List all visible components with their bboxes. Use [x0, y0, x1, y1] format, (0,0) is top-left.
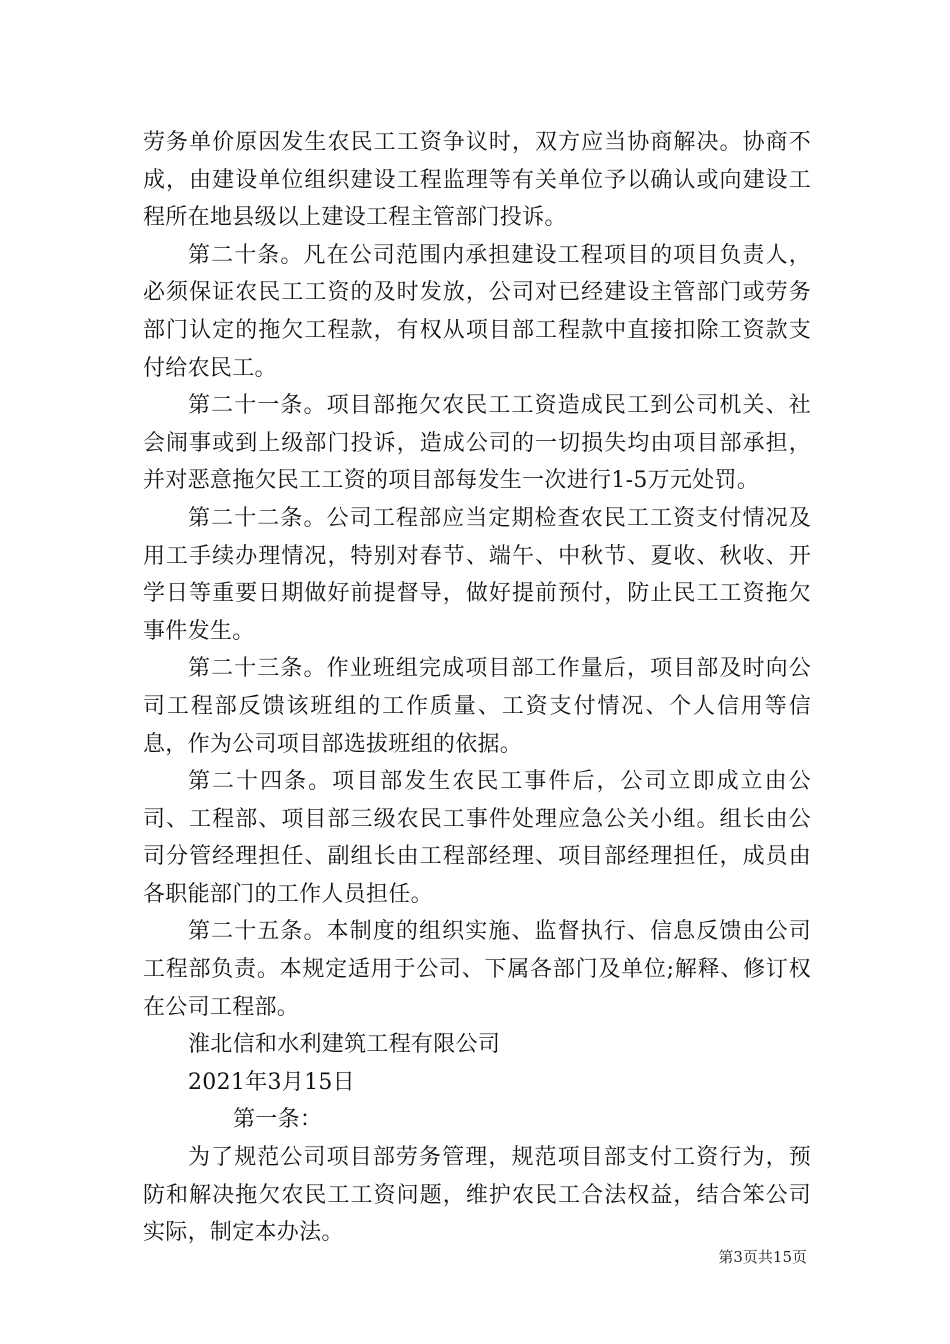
- paragraph-article-20: 第二十条。凡在公司范围内承担建设工程项目的项目负责人，必须保证农民工工资的及时发放，公司对已经建设主管部门或劳务部门认定的拖欠工程款，有权从项目部工程款中直接扣除工资款支付给农民工。: [143, 242, 811, 381]
- signature-date: 2021年3月15日: [188, 1069, 355, 1095]
- paragraph-article-24: 第二十四条。项目部发生农民工事件后，公司立即成立由公司、工程部、项目部三级农民工事件处理应急公关小组。组长由公司分管经理担任、副组长由工程部经理、项目部经理担任，成员由各职能部门的工作人员担任。: [143, 769, 811, 907]
- page-number-footer: 第3页共15页: [718, 1248, 807, 1266]
- document-body: [143, 124, 811, 1252]
- paragraph-article-22: 第二十二条。公司工程部应当定期检查农民工工资支付情况及用工手续办理情况，特别对春节、端午、中秋节、夏收、秋收、开学日等重要日期做好前提督导，做好提前预付，防止民工工资拖欠事件发生。: [143, 505, 811, 644]
- paragraph-article-1: 为了规范公司项目部劳务管理，规范项目部支付工资行为，预防和解决拖欠农民工工资问题，维护农民工合法权益，结合笨公司实际，制定本办法。: [143, 1145, 811, 1246]
- signature-company: 淮北信和水利建筑工程有限公司: [188, 1032, 501, 1058]
- paragraph-continuation: 劳务单价原因发生农民工工资争议时，双方应当协商解决。协商不成，由建设单位组织建设工程监理等有关单位予以确认或向建设工程所在地县级以上建设工程主管部门投诉。: [143, 130, 811, 231]
- paragraph-article-23: 第二十三条。作业班组完成项目部工作量后，项目部及时向公司工程部反馈该班组的工作质量、工资支付情况、个人信用等信息，作为公司项目部选拔班组的依据。: [143, 656, 811, 757]
- paragraph-article-25: 第二十五条。本制度的组织实施、监督执行、信息反馈由公司工程部负责。本规定适用于公司、下属各部门及单位;解释、修订权在公司工程部。: [143, 919, 811, 1020]
- article-1-heading: 第一条：: [233, 1107, 323, 1133]
- paragraph-article-21: 第二十一条。项目部拖欠农民工工资造成民工到公司机关、社会闹事或到上级部门投诉，造成公司的一切损失均由项目部承担，并对恶意拖欠民工工资的项目部每发生一次进行1-5万元处罚。: [143, 393, 811, 494]
